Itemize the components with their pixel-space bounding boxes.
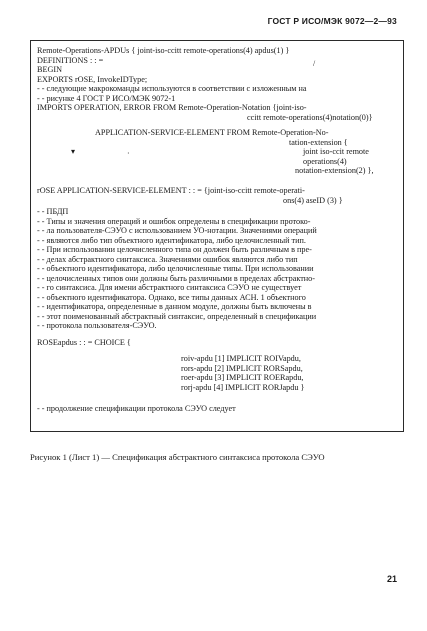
spec-line: DEFINITIONS : : = <box>37 55 104 65</box>
spec-line: notation-extension(2) }, <box>295 166 374 175</box>
spec-line: ccitt remote-operations(4)notation(0)} <box>247 112 373 122</box>
spec-line: APPLICATION-SERVICE-ELEMENT FROM Remote-Operation-No- <box>95 128 329 137</box>
spec-line: IMPORTS OPERATION, ERROR FROM Remote-Operation-Notation {joint-iso- <box>37 103 307 112</box>
spec-line: operations(4) <box>303 156 347 166</box>
spec-line: - - этот поименованный абстрактный синтаксис, определенный в спецификации <box>37 311 317 321</box>
spec-line: - - являются либо тип объектного идентификатора, либо целочисленный тип. <box>37 235 306 245</box>
spec-line: ROSEapdus : : = CHOICE { <box>37 338 131 347</box>
page-number: 21 <box>386 574 397 584</box>
spec-line: - - ла пользователя-СЭУО с использованием УО-нотации. Значениями операций <box>37 226 317 235</box>
spec-line: - - целочисленных типов они должны быть различными в пределах абстрактно- <box>37 273 315 283</box>
spec-line: rorj-apdu [4] IMPLICIT RORJapdu } <box>181 382 305 392</box>
stray-mark: · <box>127 149 130 158</box>
spec-line: tation-extension { <box>289 137 348 147</box>
spec-line: rOSE APPLICATION-SERVICE-ELEMENT : : = {joint-iso-ccitt remote-operati- <box>37 186 305 195</box>
spec-line: roiv-apdu [1] IMPLICIT ROIVapdu, <box>181 354 301 363</box>
spec-line: rors-apdu [2] IMPLICIT RORSapdu, <box>181 363 303 373</box>
spec-line: - - го синтаксиса. Для имени абстрактного синтаксиса СЭУО не существует <box>37 283 302 292</box>
running-header: ГОСТ Р ИСО/МЭК 9072—2—93 <box>267 16 397 26</box>
spec-line: ons(4) aseID (3) } <box>283 195 343 205</box>
spec-line: - - протокола пользователя-СЭУО. <box>37 321 157 330</box>
spec-line: - - объектного идентификатора. Однако, все типы данных АСН. 1 объектного <box>37 292 306 302</box>
spec-line: roer-apdu [3] IMPLICIT ROERapdu, <box>181 373 304 382</box>
stray-mark: / <box>313 59 316 68</box>
spec-line: BEGIN <box>37 65 63 74</box>
spec-line: EXPORTS rOSE, InvokeIDType; <box>37 74 148 84</box>
spec-line: Remote-Operations-APDUs { joint-iso-ccitt remote-operations(4) apdus(1) } <box>37 46 290 55</box>
spec-line: - - продолжение спецификации протокола СЭУО следует <box>37 404 236 413</box>
spec-line: - - При использовании целочисленного типа он должен быть различным в пре- <box>37 245 312 254</box>
spec-line: joint iso-ccit remote <box>303 147 369 156</box>
specification-frame <box>30 40 404 432</box>
spec-line: - - объектного идентификатора, либо целочисленные типы. При использовании <box>37 264 314 273</box>
spec-line: - - делах абстрактного синтаксиса. Значениями ошибок являются либо тип <box>37 254 298 264</box>
spec-line: - - следующие макрокоманды используются в соответствии с изложенным на <box>37 84 307 93</box>
figure-caption: Рисунок 1 (Лист 1) — Спецификация абстрактного синтаксиса протокола СЭУО <box>30 452 325 462</box>
stray-mark: ▾ <box>71 147 76 156</box>
spec-line: - - ПБДП <box>37 207 69 216</box>
spec-line: - - Типы и значения операций и ошибок определены в спецификации протоко- <box>37 216 311 226</box>
spec-line: - - рисунке 4 ГОСТ Р ИСО/МЭК 9072-1 <box>37 93 176 103</box>
spec-line: - - идентификатора, определенные в данном модуле, должны быть включены в <box>37 302 312 311</box>
